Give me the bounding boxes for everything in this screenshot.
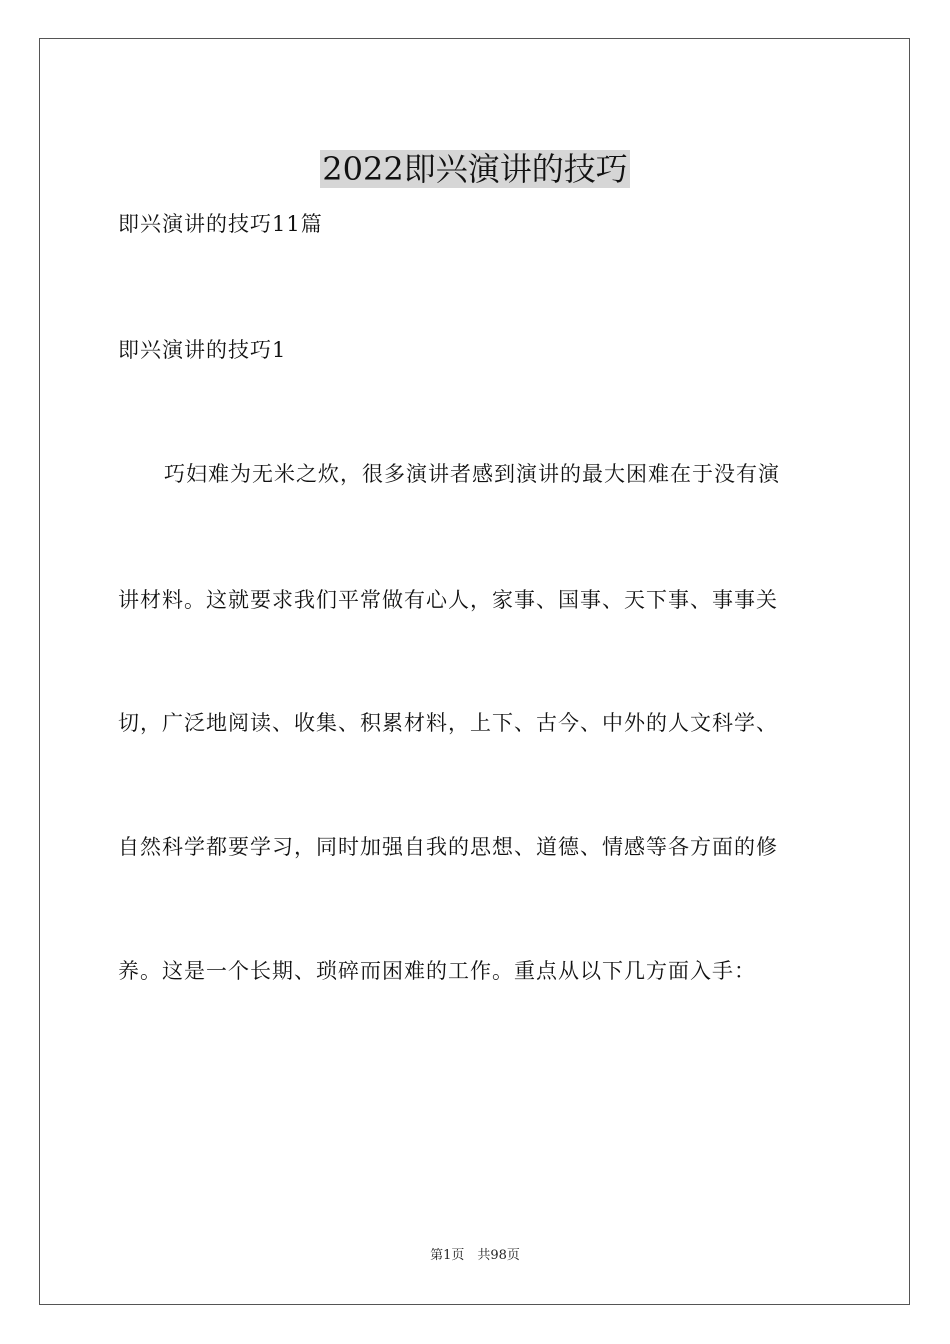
paragraph-line: 自然科学都要学习，同时加强自我的思想、道德、情感等各方面的修 [118, 835, 778, 859]
document-title [0, 147, 950, 191]
section-heading: 即兴演讲的技巧1 [118, 338, 287, 362]
page-number-footer: 第1页 共98页 [430, 1248, 520, 1263]
paragraph-line: 切，广泛地阅读、收集、积累材料，上下、古今、中外的人文科学、 [118, 711, 778, 735]
paragraph-line: 养。这是一个长期、琐碎而困难的工作。重点从以下几方面入手： [118, 959, 756, 983]
paragraph-line: 讲材料。这就要求我们平常做有心人，家事、国事、天下事、事事关 [118, 588, 778, 612]
document-title-text: 2022即兴演讲的技巧 [322, 150, 628, 189]
document-subtitle: 即兴演讲的技巧11篇 [118, 212, 323, 236]
paragraph-line: 巧妇难为无米之炊，很多演讲者感到演讲的最大困难在于没有演 [164, 462, 780, 486]
